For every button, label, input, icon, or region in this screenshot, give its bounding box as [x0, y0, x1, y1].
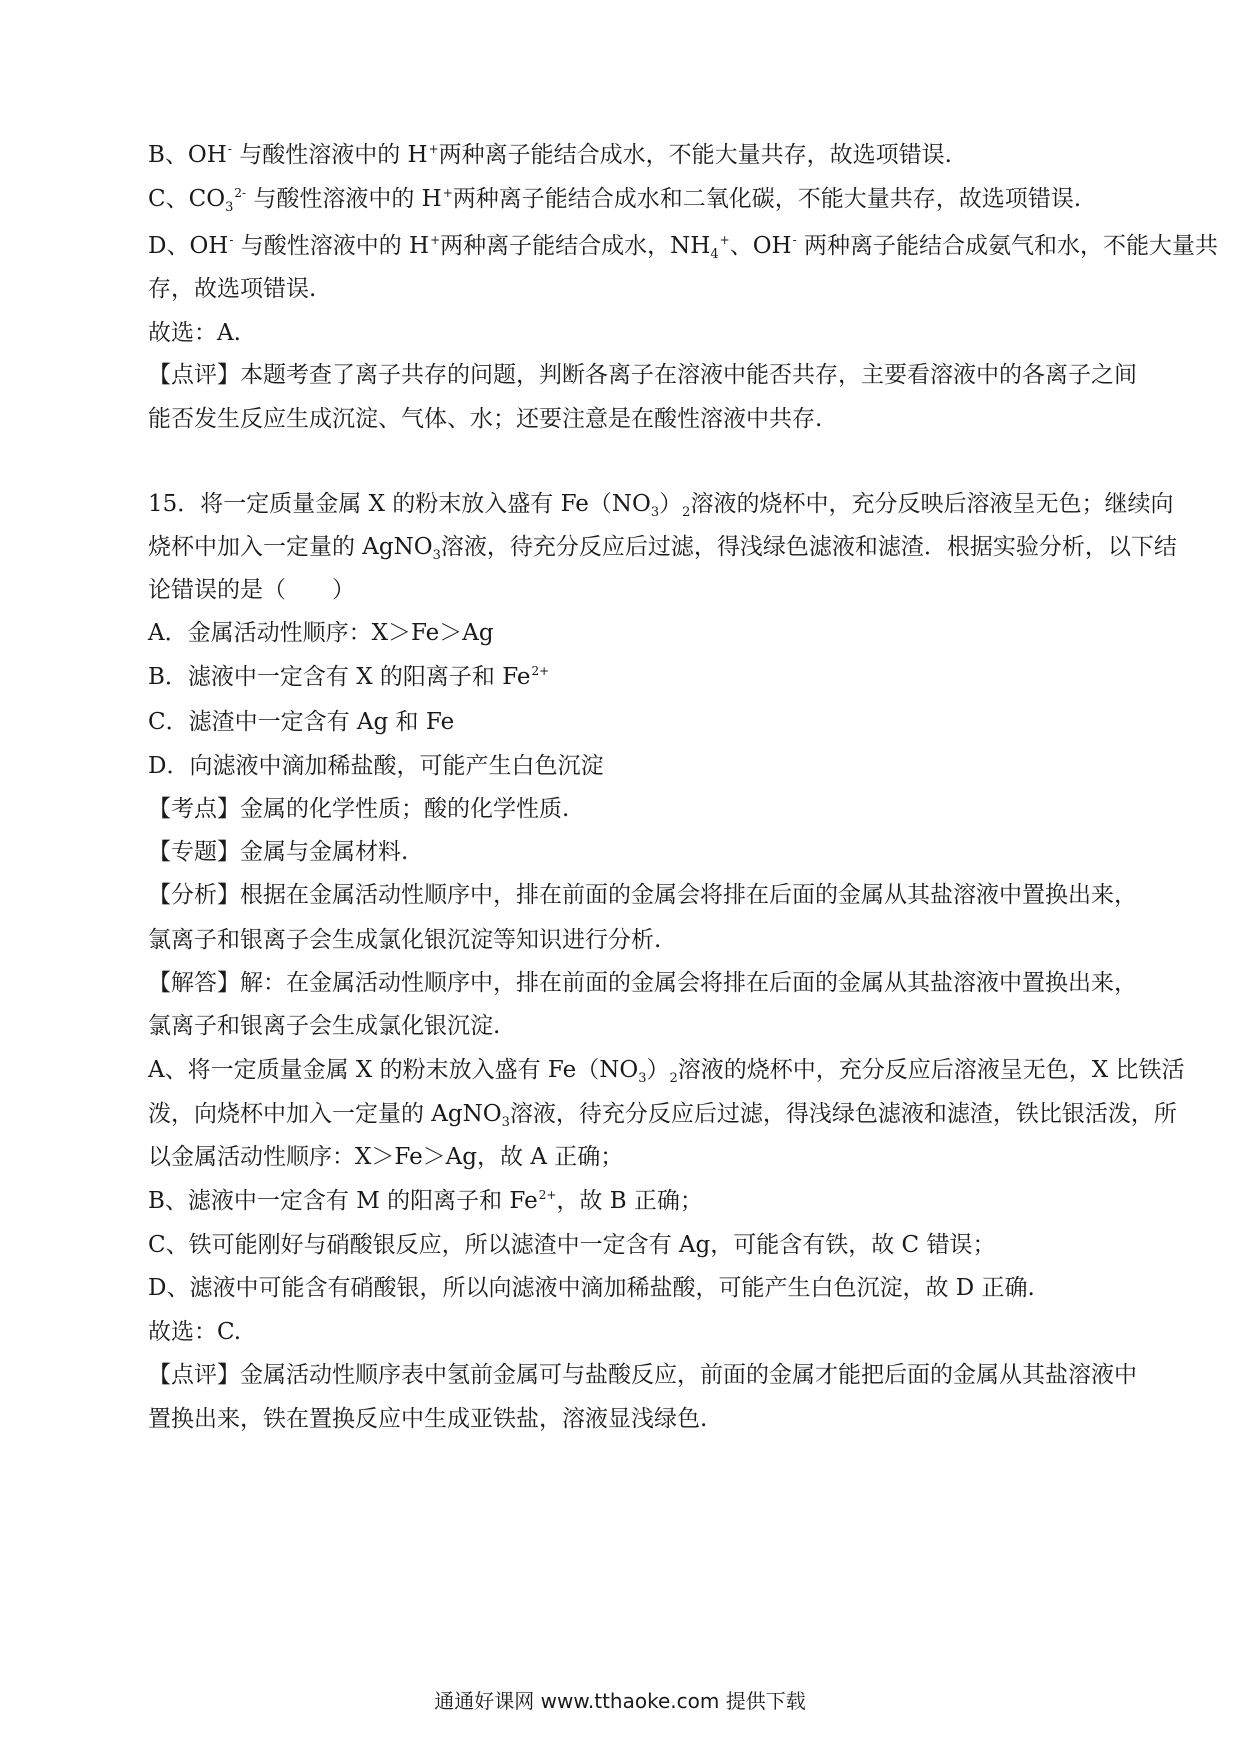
- text-line-4: 存，故选项错误.: [148, 276, 317, 302]
- text-line-28: 【点评】金属活动性顺序表中氢前金属可与盐酸反应，前面的金属才能把后面的金属从其盐溶液中: [148, 1362, 1137, 1388]
- text-line-5: 故选：A.: [148, 320, 241, 346]
- text-line-16: 【专题】金属与金属材料.: [148, 839, 409, 865]
- text-line-18: 氯离子和银离子会生成氯化银沉淀等知识进行分析.: [148, 927, 662, 953]
- text-line-14: D．向滤液中滴加稀盐酸，可能产生白色沉淀: [148, 753, 604, 779]
- text-line-20: 氯离子和银离子会生成氯化银沉淀.: [148, 1013, 501, 1039]
- text-line-22: 泼，向烧杯中加入一定量的 AgNO$_3$溶液，待充分反应后过滤，得浅绿色滤液和滤渣，铁比银活泼，所: [148, 1101, 1177, 1130]
- text-line-10: 论错误的是（ ）: [148, 577, 355, 603]
- text-line-6: 【点评】本题考查了离子共存的问题，判断各离子在溶液中能否共存，主要看溶液中的各离子之间: [148, 362, 1137, 388]
- text-line-23: 以金属活动性顺序：X＞Fe＞Ag，故 A 正确；: [148, 1144, 624, 1170]
- text-line-13: C．滤渣中一定含有 Ag 和 Fe: [148, 709, 455, 735]
- text-line-3: D、OH- 与酸性溶液中的 H+两种离子能结合成水，$NH_4^+$、OH- 两种离子能结合成氨气和水，不能大量共: [148, 233, 1218, 262]
- text-line-21: A、将一定质量金属 X 的粉末放入盛有 $Fe(NO_3)_2$溶液的烧杯中，充分反应后溶液呈无色，X 比铁活: [148, 1057, 1185, 1086]
- text-line-12: B．滤液中一定含有 X 的阳离子和 $Fe^{2+}$: [148, 664, 550, 690]
- text-line-29: 置换出来，铁在置换反应中生成亚铁盐，溶液显浅绿色.: [148, 1406, 708, 1432]
- page-footer: 通通好课网 www.tthaoke.com 提供下载: [434, 1689, 806, 1713]
- text-line-9: 烧杯中加入一定量的 AgNO$_3$溶液，待充分反应后过滤，得浅绿色滤液和滤渣．根据实验分析，以下结: [148, 534, 1177, 563]
- text-line-2: C、$CO_3^{2-}$ 与酸性溶液中的 H+两种离子能结合成水和二氧化碳，不能大量共存，故选项错误.: [148, 186, 1082, 215]
- text-line-26: D、滤液中可能含有硝酸银，所以向滤液中滴加稀盐酸，可能产生白色沉淀，故 D 正确.: [148, 1275, 1035, 1301]
- text-line-15: 【考点】金属的化学性质；酸的化学性质.: [148, 796, 570, 822]
- text-line-1: B、OH- 与酸性溶液中的 H+两种离子能结合成水，不能大量共存，故选项错误.: [148, 142, 952, 168]
- text-line-19: 【解答】解：在金属活动性顺序中，排在前面的金属会将排在后面的金属从其盐溶液中置换出来，: [148, 970, 1137, 996]
- text-line-11: A．金属活动性顺序：X＞Fe＞Ag: [148, 620, 494, 646]
- text-line-17: 【分析】根据在金属活动性顺序中，排在前面的金属会将排在后面的金属从其盐溶液中置换出来，: [148, 882, 1137, 908]
- text-line-27: 故选：C.: [148, 1319, 242, 1345]
- text-line-8: 15．将一定质量金属 X 的粉末放入盛有 $Fe(NO_3)_2$溶液的烧杯中，充分反映后溶液呈无色；继续向: [148, 491, 1174, 520]
- text-line-7: 能否发生反应生成沉淀、气体、水；还要注意是在酸性溶液中共存.: [148, 406, 823, 432]
- text-line-24: B、滤液中一定含有 M 的阳离子和 $Fe^{2+}$，故 B 正确；: [148, 1188, 703, 1214]
- text-line-25: C、铁可能刚好与硝酸银反应，所以滤渣中一定含有 Ag，可能含有铁，故 C 错误；: [148, 1232, 996, 1258]
